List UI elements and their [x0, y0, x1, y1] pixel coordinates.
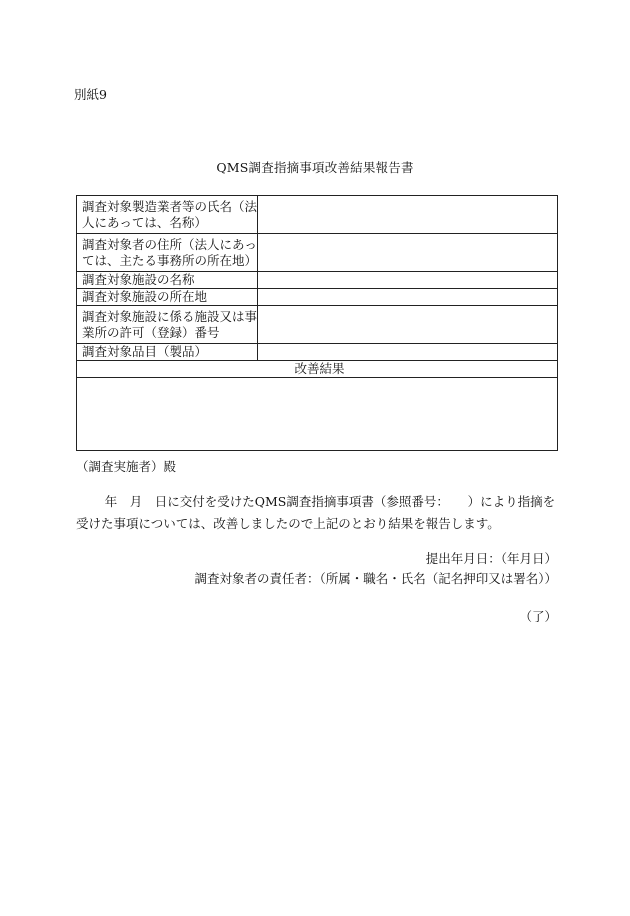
row-label-facility-location: 調査対象施設の所在地	[77, 289, 258, 306]
result-body-row	[77, 378, 558, 451]
row-value-facility-location	[258, 289, 558, 306]
responsible-person: 調査対象者の責任者：（所属・職名・氏名（記名押印又は署名））	[194, 571, 557, 586]
addressee: （調査実施者）殿	[76, 459, 177, 474]
row-value-address	[258, 234, 558, 272]
row-value-facility-name	[258, 272, 558, 289]
body-text: 年 月 日に交付を受けたQMS調査指摘事項書（参照番号： ）により指摘を受けた事項については、改善しましたので上記のとおり結果を報告します。	[76, 494, 556, 531]
result-value	[77, 378, 558, 451]
table-row	[77, 289, 558, 306]
row-label-license-number: 調査対象施設に係る施設又は事業所の許可（登録）番号	[77, 306, 258, 344]
result-header: 改善結果	[77, 361, 558, 378]
row-value-product	[258, 344, 558, 361]
table-row	[77, 344, 558, 361]
row-label-facility-name: 調査対象施設の名称	[77, 272, 258, 289]
table-row	[77, 196, 558, 234]
table-row	[77, 306, 558, 344]
annex-label: 別紙9	[74, 87, 107, 102]
result-header-row	[77, 361, 558, 378]
row-value-license-number	[258, 306, 558, 344]
table-row	[77, 234, 558, 272]
report-form-table	[76, 195, 558, 451]
row-value-manufacturer-name	[258, 196, 558, 234]
row-label-manufacturer-name: 調査対象製造業者等の氏名（法人にあっては、名称）	[77, 196, 258, 234]
row-label-product: 調査対象品目（製品）	[77, 344, 258, 361]
document-title: QMS調査指摘事項改善結果報告書	[216, 160, 414, 175]
table-row	[77, 272, 558, 289]
row-label-address: 調査対象者の住所（法人にあっては、主たる事務所の所在地）	[77, 234, 258, 272]
end-mark: （了）	[519, 609, 557, 624]
submission-date: 提出年月日：（年月日）	[425, 551, 557, 566]
